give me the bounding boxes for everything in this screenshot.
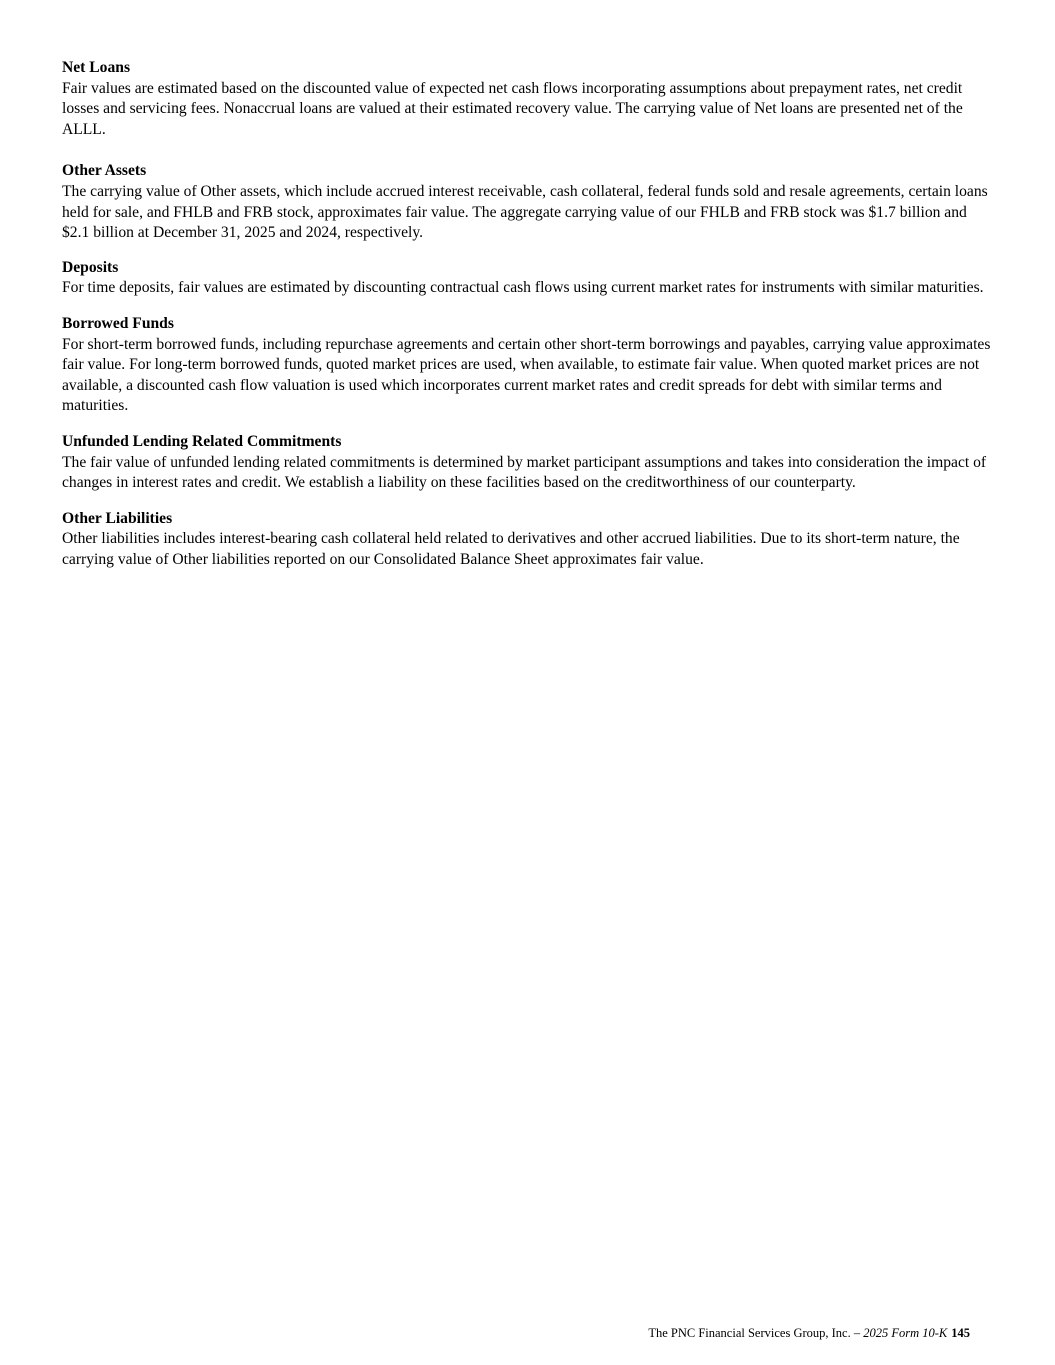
document-body	[62, 58, 997, 570]
section-title-net-loans: Net Loans	[62, 59, 131, 76]
page-footer	[648, 1326, 970, 1341]
section-deposits	[62, 258, 997, 299]
page-number: 145	[951, 1326, 970, 1340]
section-text-other-liabilities: Other liabilities includes interest-bearing cash collateral held related to derivatives and other accrued liabilities. Due to its short-term nature, the carrying value of Other liabilities reported on our Consolidated Balance Sheet approximates fair value.	[62, 530, 960, 568]
section-net-loans	[62, 58, 997, 140]
section-text-deposits: For time deposits, fair values are estimated by discounting contractual cash flows using current market rates for instruments with similar maturities.	[62, 279, 984, 297]
section-title-unfunded-commitments: Unfunded Lending Related Commitments	[62, 432, 342, 450]
section-text-net-loans: Fair values are estimated based on the discounted value of expected net cash flows incorporating assumptions about prepayment rates, net credit losses and servicing fees. Nonaccrual loans are valued at their estimated recovery value. The carrying value of Net loans are presented net of the ALLL.	[62, 79, 963, 138]
section-borrowed-funds	[62, 314, 997, 417]
section-text-borrowed-funds: For short-term borrowed funds, including repurchase agreements and certain other short-term borrowings and payables, carrying value approximates fair value. For long-term borrowed funds, quoted market prices are used, when available, to estimate fair value. When quoted market prices are not available, a discounted cash flow valuation is used which incorporates current market rates and credit spreads for debt with similar terms and maturities.	[62, 335, 991, 415]
section-text-unfunded-commitments: The fair value of unfunded lending related commitments is determined by market participant assumptions and takes into consideration the impact of changes in interest rates and credit. We establish a liability on these facilities based on the creditworthiness of our counterparty.	[62, 453, 987, 492]
section-title-other-assets: Other Assets	[62, 162, 147, 180]
section-title-borrowed-funds: Borrowed Funds	[62, 314, 174, 332]
section-title-other-liabilities: Other Liabilities	[62, 509, 173, 527]
section-other-liabilities	[62, 509, 997, 571]
section-text-other-assets: The carrying value of Other assets, which include accrued interest receivable, cash collateral, federal funds sold and resale agreements, certain loans held for sale, and FHLB and FRB stock, approximates fair value. The aggregate carrying value of our FHLB and FRB stock was $1.7 billion and $2.1 billion at December 31, 2025 and 2024, respectively.	[62, 182, 988, 242]
section-title-deposits: Deposits	[62, 258, 119, 276]
footer-form: 2025 Form 10-K	[863, 1326, 948, 1340]
footer-company: The PNC Financial Services Group, Inc. –	[648, 1326, 864, 1340]
section-other-assets	[62, 161, 997, 243]
section-unfunded-commitments	[62, 432, 997, 494]
